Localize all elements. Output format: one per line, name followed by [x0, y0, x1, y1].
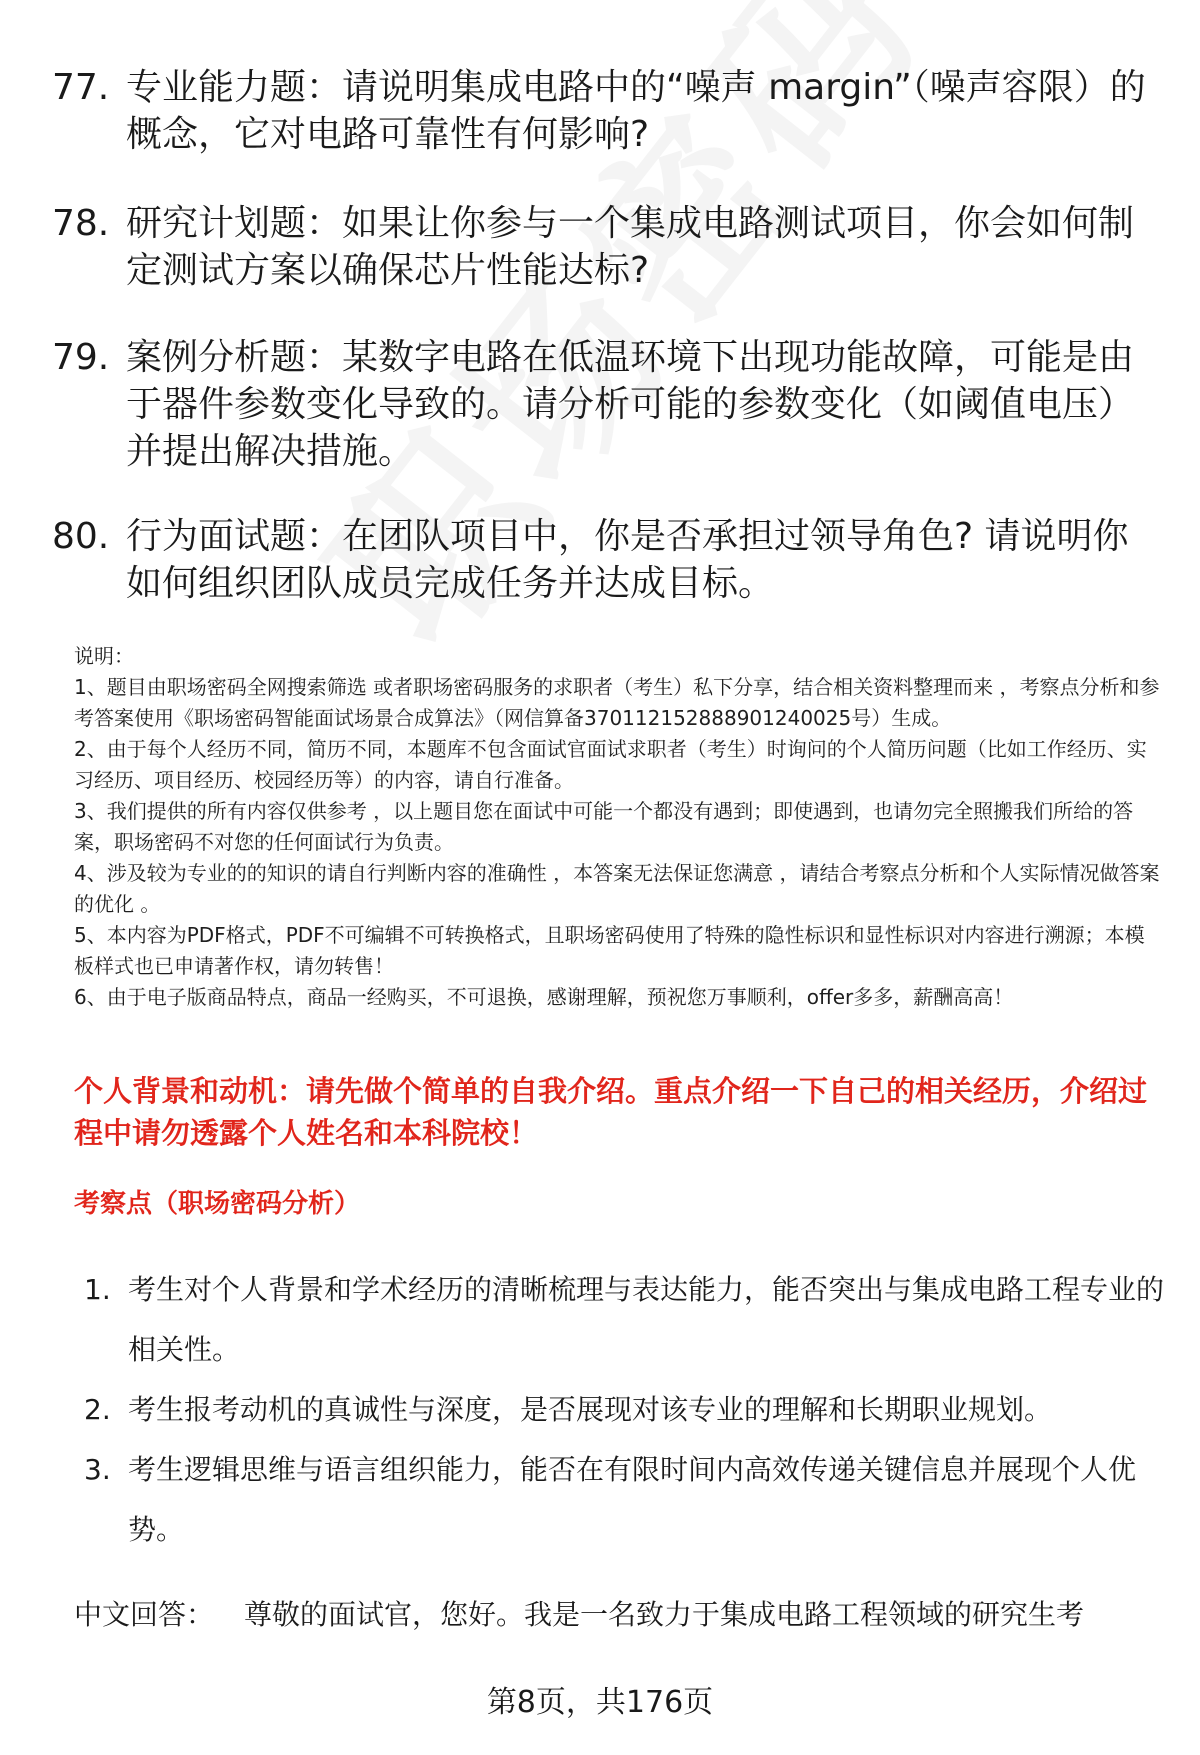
note-item: 1、题目由职场密码全网搜索筛选 或者职场密码服务的求职者（考生）私下分享，结合相关资料整理而来 ，考察点分析和参考答案使用《职场密码智能面试场景合成算法》（网信算备370112152888901240025号）生成。	[74, 675, 1160, 730]
question-text: 专业能力题：请说明集成电路中的“噪声 margin”（噪声容限）的概念，它对电路可靠性有何影响?	[126, 67, 1146, 155]
point-text: 考生报考动机的真诚性与深度，是否展现对该专业的理解和长期职业规划。	[128, 1393, 1053, 1426]
question-text: 行为面试题：在团队项目中，你是否承担过领导角色? 请说明你如何组织团队成员完成任务并达成目标。	[126, 516, 1129, 604]
point-text: 考生对个人背景和学术经历的清晰梳理与表达能力，能否突出与集成电路工程专业的相关性。	[128, 1273, 1165, 1366]
question-text: 案例分析题：某数字电路在低温环境下出现功能故障，可能是由于器件参数变化导致的。请分析可能的参数变化（如阈值电压）并提出解决措施。	[126, 337, 1135, 472]
notes-section	[74, 641, 1164, 1013]
analysis-points	[84, 1260, 1174, 1560]
question-number: 79.	[52, 337, 110, 378]
analysis-point	[84, 1440, 1174, 1560]
answer-text: 尊敬的面试官，您好。我是一名致力于集成电路工程领域的研究生考	[244, 1598, 1085, 1631]
question-77	[52, 64, 1152, 158]
question-number: 77.	[52, 67, 110, 108]
point-text: 考生逻辑思维与语言组织能力，能否在有限时间内高效传递关键信息并展现个人优势。	[128, 1453, 1137, 1546]
answer-line	[74, 1593, 1084, 1633]
note-item: 5、本内容为PDF格式，PDF不可编辑不可转换格式，且职场密码使用了特殊的隐性标识和显性标识对内容进行溯源；本模板样式也已申请著作权，请勿转售！	[74, 923, 1145, 978]
question-number: 80.	[52, 516, 110, 557]
page-number: 第8页，共176页	[486, 1685, 714, 1720]
interview-prompt: 个人背景和动机：请先做个简单的自我介绍。重点介绍一下自己的相关经历，介绍过程中请勿透露个人姓名和本科院校！	[74, 1074, 1148, 1150]
question-79	[52, 334, 1152, 475]
question-text: 研究计划题：如果让你参与一个集成电路测试项目，你会如何制定测试方案以确保芯片性能达标?	[126, 203, 1135, 291]
point-number: 2.	[84, 1393, 111, 1426]
note-item: 4、涉及较为专业的的知识的请自行判断内容的准确性 ，本答案无法保证您满意 ，请结合考察点分析和个人实际情况做答案的优化 。	[74, 861, 1160, 916]
note-item: 2、由于每个人经历不同，简历不同，本题库不包含面试官面试求职者（考生）时询问的个人简历问题（比如工作经历、实习经历、项目经历、校园经历等）的内容，请自行准备。	[74, 737, 1147, 792]
note-item: 6、由于电子版商品特点，商品一经购买，不可退换，感谢理解，预祝您万事顺利，offer多多，薪酬高高！	[74, 985, 1014, 1009]
answer-label: 中文回答：	[74, 1598, 215, 1631]
analysis-point	[84, 1380, 1174, 1440]
point-number: 3.	[84, 1453, 111, 1486]
question-80	[52, 513, 1152, 607]
question-number: 78.	[52, 203, 110, 244]
notes-title: 说明：	[74, 644, 134, 668]
analysis-point	[84, 1260, 1174, 1380]
point-number: 1.	[84, 1273, 111, 1306]
analysis-title: 考察点（职场密码分析）	[74, 1189, 361, 1219]
note-item: 3、我们提供的所有内容仅供参考 ，以上题目您在面试中可能一个都没有遇到；即使遇到，也请勿完全照搬我们所给的答案，职场密码不对您的任何面试行为负责。	[74, 799, 1134, 854]
question-78	[52, 200, 1152, 294]
